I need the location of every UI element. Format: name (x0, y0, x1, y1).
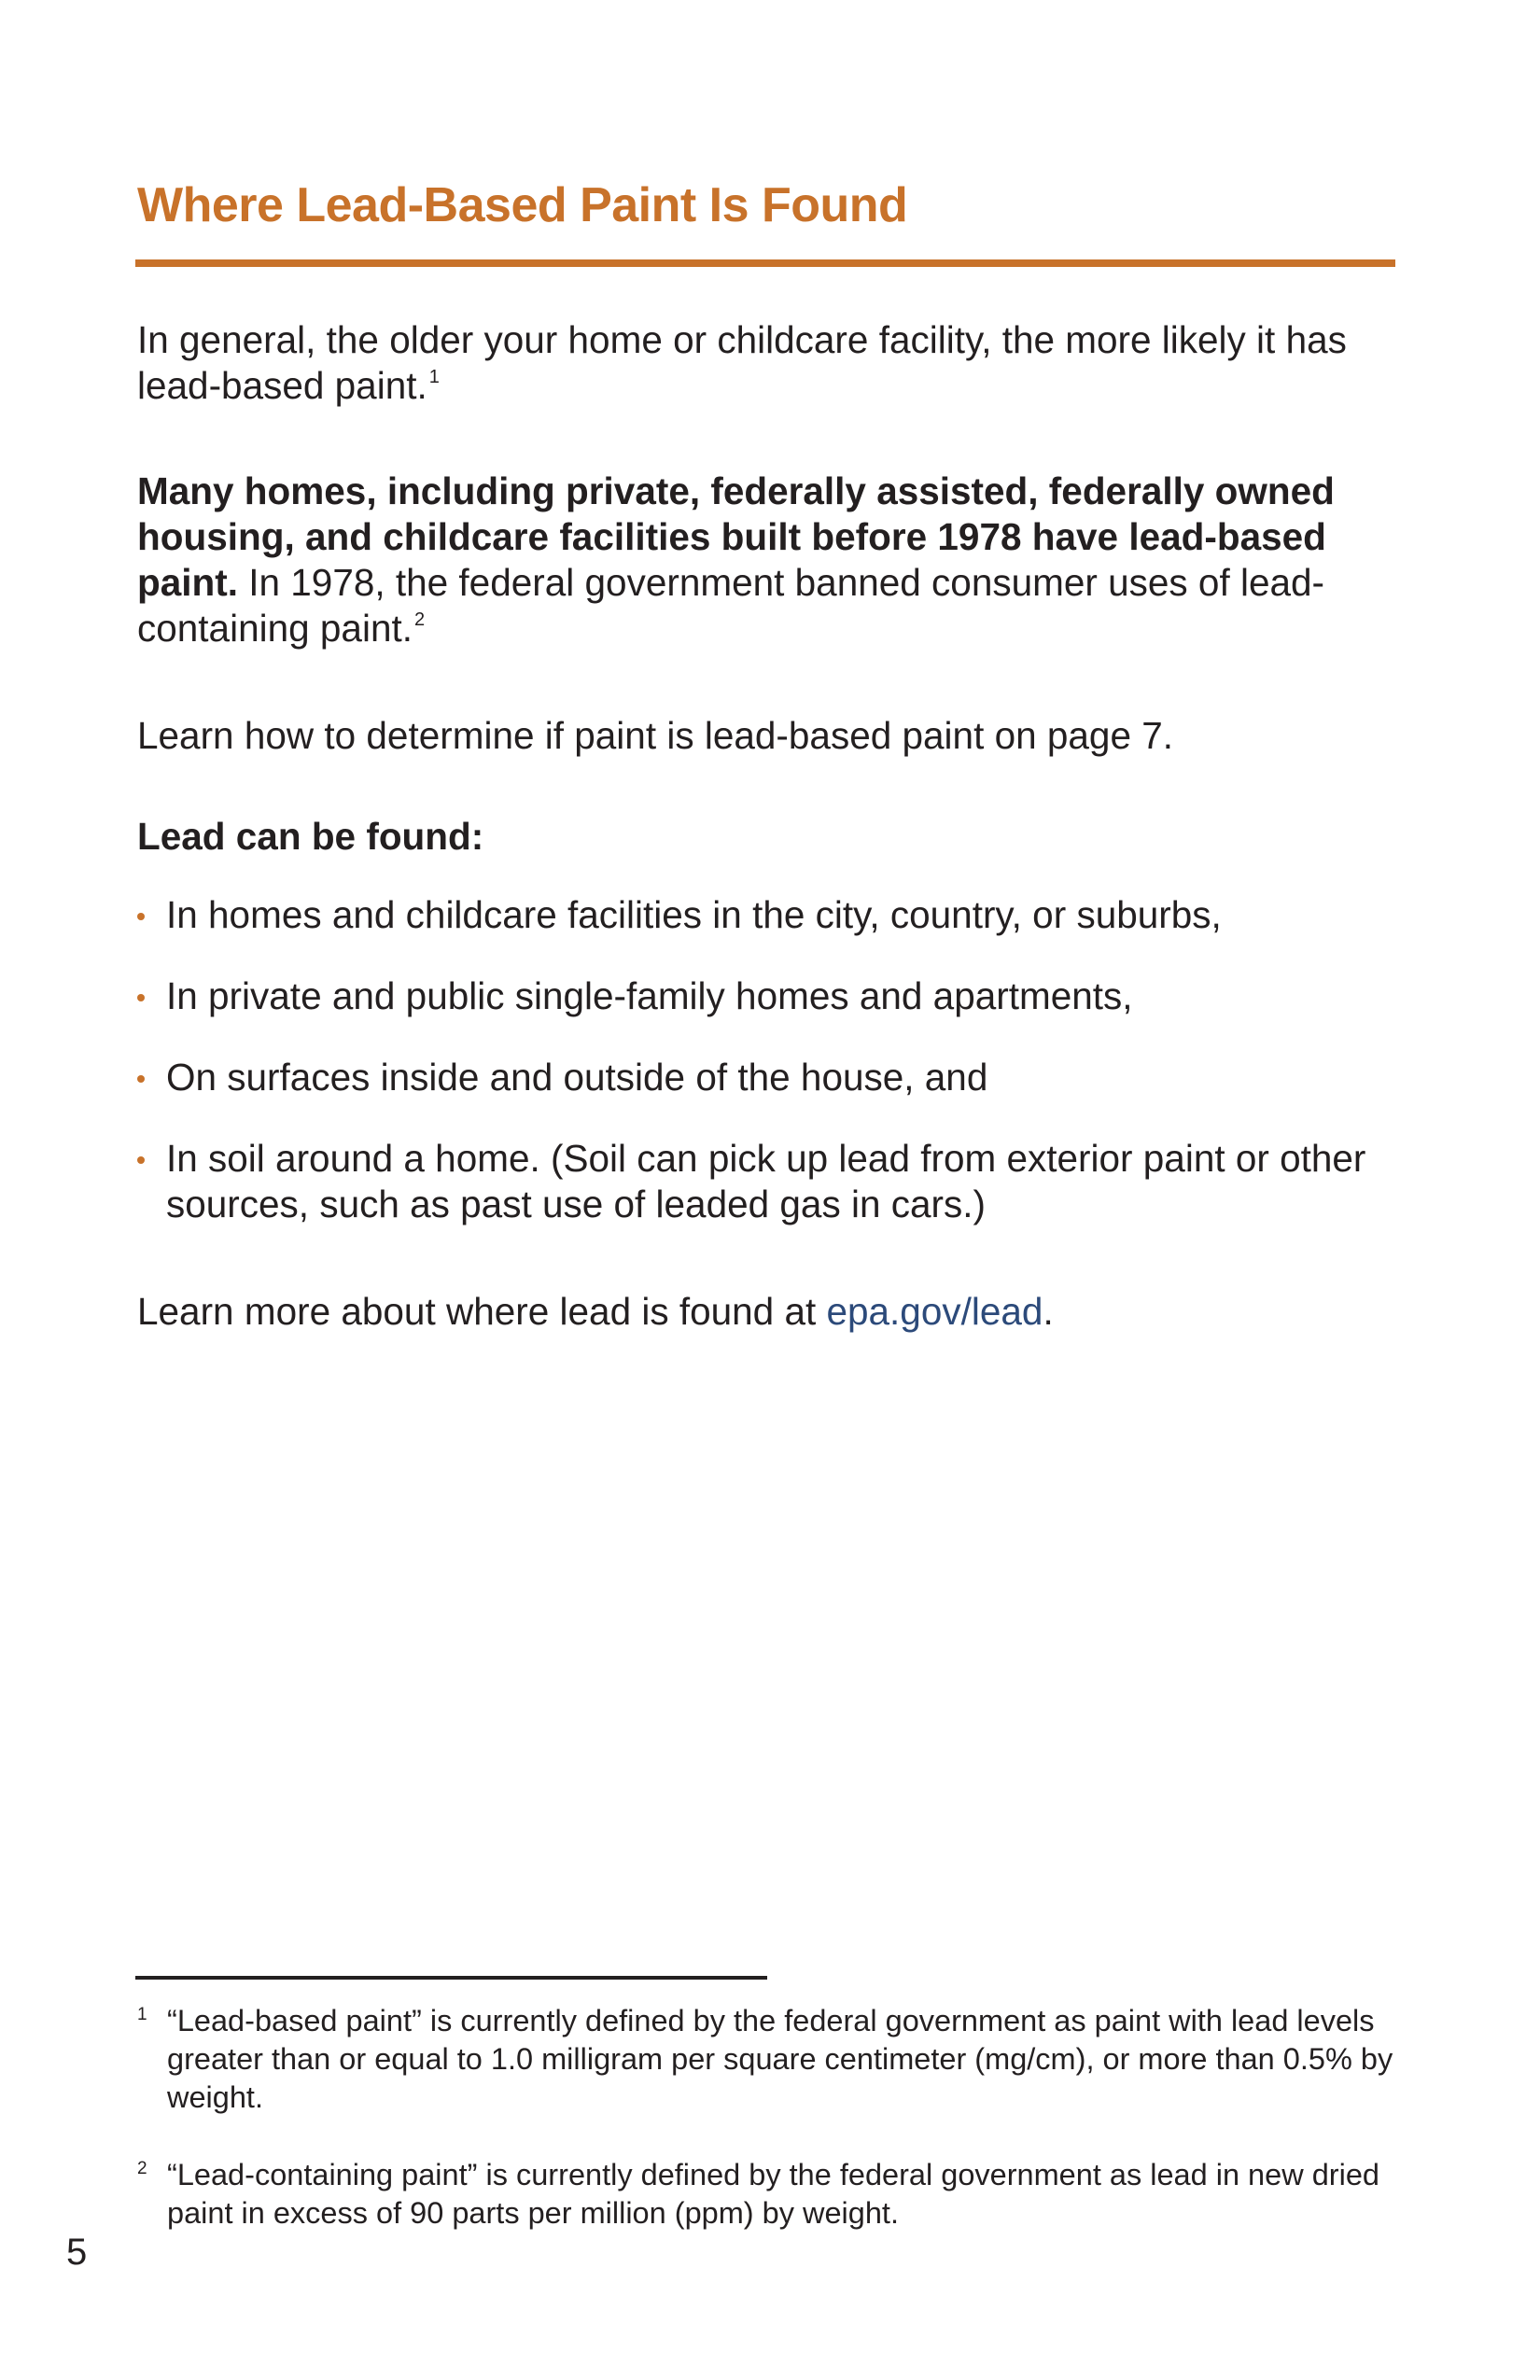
learn-more-period: . (1043, 1290, 1054, 1333)
epa-lead-link[interactable]: epa.gov/lead (826, 1290, 1043, 1333)
page-title: Where Lead-Based Paint Is Found (137, 178, 908, 232)
lead-locations-list (137, 892, 1407, 1227)
list-item (137, 973, 1407, 1019)
list-item (137, 1055, 1407, 1100)
learn-more-paragraph (137, 1289, 1407, 1335)
page-number: 5 (66, 2232, 88, 2273)
list-item (137, 892, 1407, 938)
list-item-text: In soil around a home. (Soil can pick up lead from exterior paint or other sources, such as past use of leaded gas in cars.) (166, 1137, 1366, 1225)
pre-1978-bold-text: Many homes, including private, federally assisted, federally owned housing, and childcare facilities built before 1978 have lead-based paint. (137, 469, 1335, 604)
pre-1978-paragraph (137, 469, 1407, 651)
bullet-icon (137, 1075, 145, 1083)
footnote-1 (137, 2002, 1407, 2117)
footnote-text: “Lead-based paint” is currently defined by the federal government as paint with lead levels greater than or equal to 1.0 milligram per square centimeter (mg/cm), or more than 0.5% by weight. (167, 2004, 1393, 2114)
learn-more-text: Learn more about where lead is found at (137, 1290, 827, 1333)
heading-underline (135, 259, 1395, 267)
footnote-2 (137, 2156, 1407, 2233)
list-item-text: In private and public single-family homes and apartments, (166, 974, 1133, 1017)
list-heading: Lead can be found: (137, 815, 484, 858)
determine-paragraph: Learn how to determine if paint is lead-based paint on page 7. (137, 714, 1173, 757)
list-item-text: On surfaces inside and outside of the house, and (166, 1056, 988, 1099)
ban-text: In 1978, the federal government banned consumer uses of lead-containing paint. (137, 561, 1324, 650)
footnote-ref-1: 1 (428, 367, 440, 387)
footnote-ref-2: 2 (413, 609, 426, 630)
footnote-marker: 1 (137, 2005, 147, 2024)
footnote-text: “Lead-containing paint” is currently defined by the federal government as lead in new dried paint in excess of 90 parts per million (ppm) by weight. (167, 2158, 1379, 2230)
bullet-icon (137, 994, 145, 1001)
bullet-icon (137, 913, 145, 920)
bullet-icon (137, 1156, 145, 1164)
intro-text: In general, the older your home or childcare facility, the more likely it has lead-based paint. (137, 318, 1347, 407)
intro-paragraph (137, 317, 1407, 409)
footnote-marker: 2 (137, 2159, 147, 2178)
list-item (137, 1136, 1407, 1227)
list-item-text: In homes and childcare facilities in the city, country, or suburbs, (166, 893, 1222, 936)
footnote-divider (135, 1976, 767, 1980)
